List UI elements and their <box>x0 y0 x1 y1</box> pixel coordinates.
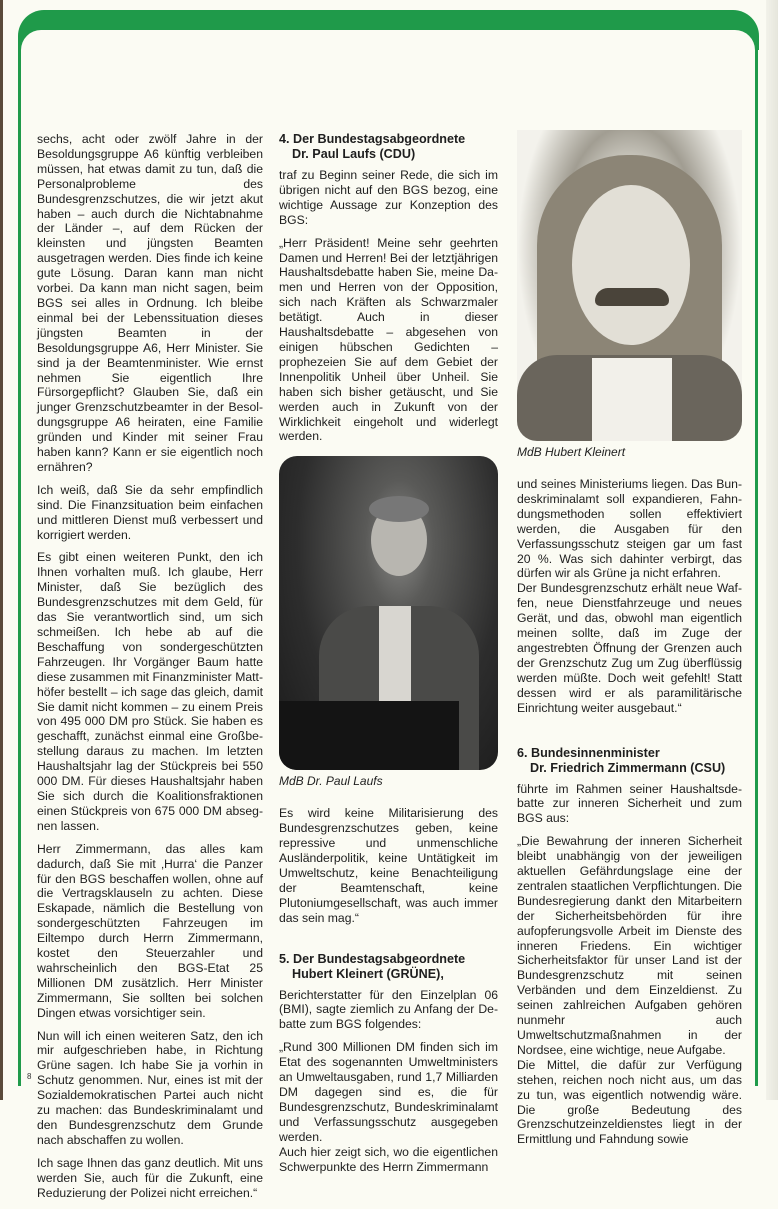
heading-line: Dr. Friedrich Zimmermann (CSU) <box>530 760 726 775</box>
section-4-heading <box>279 132 498 162</box>
page-number: 8 <box>27 1072 32 1081</box>
photo-face <box>572 185 690 345</box>
scan-edge-right <box>766 0 778 1100</box>
photo-hubert-kleinert <box>517 130 742 441</box>
heading-line: 6. Bundesinnenminister <box>517 745 660 760</box>
section-6-intro: führte im Rahmen seiner Haushaltsdebatte zur inneren Sicherheit und zum BGS aus: <box>517 781 742 826</box>
photo-caption-laufs: MdB Dr. Paul Laufs <box>279 774 383 789</box>
kleinert-quote-continued: und seines Ministeriums liegen. Das Bundeskriminalamt soll expandieren, Fahndungsmethoden sollen effektiviert werden, die Ausgaben für den Verfassungsschutz steigen gar um fast 20 %. Was sich dahinter verbirgt, das dürfen wir als Grüne ja nicht erfahren. <box>517 477 742 581</box>
paragraph: Herr Zimmermann, das alles kam dadurch, daß Sie mit ‚Hurra‘ die Panzer für den BGS beschaffen wollen, ohne auf die Vertragsklauseln zu achten. Diese Eskapade, nämlich die Bestellung von sondergeschützten Fahrzeugen im Eiltempo durch Herrn Zimmermann, kostet den Steuerzahler und wahrscheinlich den BGS-Etat 25 Millionen DM zusätzlich. Herr Minister Zimmermann, Sie sollten bei solchen Dingen etwas vorsichtiger sein. <box>37 841 263 1020</box>
left-column <box>37 132 263 1209</box>
section-4-quote: „Herr Präsident! Meine sehr geehrten Damen und Herren! Bei der letztjährigen Haushaltsdebatte haben Sie, meine Damen und Herren von der Opposition, sich nach Kräften als Schwarzmaler betätigt. Auch in dieser Haushaltsdebatte – abgesehen von einigen hübschen Gedichten – prophezeien Sie auf dem Gebiet der Innenpolitik Unheil über Unheil. Sie haben sich bisher getäuscht, und Sie werden auch in Zukunft von der Wirklichkeit eingeholt und widerlegt werden. <box>279 235 498 444</box>
paragraph: Es gibt einen weiteren Punkt, den ich Ihnen vorhalten muß. Ich glaube, Herr Minister, daß Sie bezüglich des Bundesgrenzschutzes mit dem Geld, für das Sie verantwortlich sind, um sich schmeißen. Ich hebe ab auf die Beschaffung von sondergeschützten Fahrzeugen. Ihr Vorgänger Baum hatte diese zusammen mit Finanzminister Matthöfer bestellt – ich sage das gleich, damit Sie damit nicht kommen – zu einem Preis von 495 000 DM pro Stück. Sie haben es geschafft, zunächst einmal eine Großbestellung daraus zu machen. Im letzten Haushaltsjahr lag der Stückpreis bei 550 000 DM. Für dieses Haushaltsjahr haben Sie sich durch die Koalitionsfraktionen einen Stückpreis von 675 000 DM absegnen lassen. <box>37 550 263 833</box>
paragraph: Nun will ich einen weiteren Satz, den ich mir aufgeschrieben habe, in Richtung Grüne sagen. Ich habe Sie ja vorhin in Schutz genommen. Nur, eines ist mit der Sozialdemokratischen Partei auch nicht zu machen: das Bundeskriminalamt und den Bundesgrenzschutz dem Grunde nach abschaffen zu wollen. <box>37 1028 263 1147</box>
section-6-quote: „Die Bewahrung der inneren Sicherheit bleibt unabhängig von der jeweiligen aktuellen Gefährdungslage eine der zentralen staatlichen Verpflichtungen. Die Bundesregierung dankt den Mitarbeitern der Sicherheitsbehörden für ihre aufopferungsvolle Arbeit im Dienste des inneren Friedens. Ein wichtiger Sicherheitsfaktor für unser Land ist der Bundesgrenzschutz mit seinen Verbänden und dem Einzeldienst. Zu seinen zahlreichen Aufgaben gehören nunmehr auch Umweltschutzmaßnahmen in der Nordsee, eine wichtige, neue Aufgabe. <box>517 834 742 1057</box>
frame-right-rule <box>755 40 758 1086</box>
photo-caption-kleinert: MdB Hubert Kleinert <box>517 445 626 459</box>
paragraph: sechs, acht oder zwölf Jahre in der Besoldungsgruppe A6 künftig verbleiben müssen, hat etwas damit zu tun, daß die Personalprobleme des Bundesgrenzschutzes, die wir jetzt akut haben – auch durch die Nichtabnahme der Länder –, auf dem Rücken der kleinsten und jüngsten Beamten ausgetragen werden. Dies finde ich keine gute Lösung. Daran kann man nicht vorbei. Da kann man nicht sagen, beim BGS sei alles in Ordnung. Ich bleibe einmal bei der Lebenssituation dieses jüngsten Beamten in der Besoldungsgruppe A6, Herr Minister. Sie sind ja der Beamtenminister. Wie ernst nehmen Sie eigentlich Ihre Fürsorgepflicht? Glauben Sie, daß ein junger Grenzschutzbeamter in der Besoldungsgruppe A6 heiraten, eine Familie gründen und Kinder mit seiner Frau haben kann? Kann er sie eigentlich noch ernähren? <box>37 132 263 474</box>
photo-mustache <box>595 288 669 306</box>
frame-inner-cutout <box>21 30 755 70</box>
section-6-heading <box>517 746 742 776</box>
heading-line: Hubert Kleinert (GRÜNE), <box>292 966 444 981</box>
right-column <box>517 130 742 1155</box>
heading-line: 4. Der Bundestagsabgeordnete <box>279 132 466 146</box>
section-4-quote-continued: Es wird keine Militarisierung des Bundesgrenzschutzes geben, keine repressive und unmenschliche Ausländerpolitik, keine Untätigkeit im Umweltschutz, keine Benachteiligung der Beamtenschaft, keine Plutoniumgesellschaft, was auch immer das sein mag.“ <box>279 806 498 925</box>
section-5-intro: Berichterstatter für den Einzelplan 06 (BMI), sagte ziemlich zu Anfang der Debatte zum BGS folgendes: <box>279 987 498 1032</box>
middle-column <box>279 132 498 1182</box>
kleinert-quote-end: Der Bundesgrenzschutz erhält neue Waffen, neue Dienstfahrzeuge und neues Gerät, und das, obwohl man eigentlich meinen sollte, daß im Zuge der angestrebten Öffnung der Grenzen auch der Grenzschutz Zug um Zug überflüssig werden müßte. Doch weit gefehlt! Statt dessen wird er als paramilitärische Einrichtung weiter ausgebaut.“ <box>517 581 742 715</box>
section-5-quote-continued: Auch hier zeigt sich, wo die eigentlichen Schwerpunkte des Herrn Zimmermann <box>279 1144 498 1174</box>
heading-line: 5. Der Bundestagsabgeordnete <box>279 951 466 966</box>
paragraph: Ich weiß, daß Sie da sehr empfindlich sind. Die Finanzsituation beim einfachen und mittleren Dienst muß verbessert und korrigiert werden. <box>37 482 263 542</box>
section-6-quote-continued: Die Mittel, die dafür zur Verfügung stehen, reichen noch nicht aus, um das zu tun, was eigentlich notwendig wäre. Die große Bedeutung des Grenzschutzeinzeldienstes liegt in der Ermittlung und Fahndung sowie <box>517 1057 742 1147</box>
photo-collar <box>592 358 672 441</box>
photo-lectern <box>279 701 459 770</box>
photo-paul-laufs <box>279 456 498 770</box>
section-5-heading <box>279 952 498 982</box>
frame-left-rule <box>18 40 21 1086</box>
section-5-quote: „Rund 300 Millionen DM finden sich im Etat des sogenannten Umweltministers an Umweltausgaben, rund 1,7 Milliarden DM dagegen sind es, die für Bundesgrenzschutz, Bundeskriminalamt und Verfassungsschutz ausgegeben werden. <box>279 1040 498 1144</box>
paragraph: Ich sage Ihnen das ganz deutlich. Mit uns werden Sie, auch für die Zukunft, eine Reduzierung der Polizei nicht erreichen.“ <box>37 1155 263 1200</box>
section-4-intro: traf zu Beginn seiner Rede, die sich im übrigen nicht auf den BGS bezog, eine wichtige Aussage zur Konzeption des BGS: <box>279 168 498 227</box>
scan-edge-left <box>0 0 3 1100</box>
heading-line: Dr. Paul Laufs (CDU) <box>292 147 416 161</box>
